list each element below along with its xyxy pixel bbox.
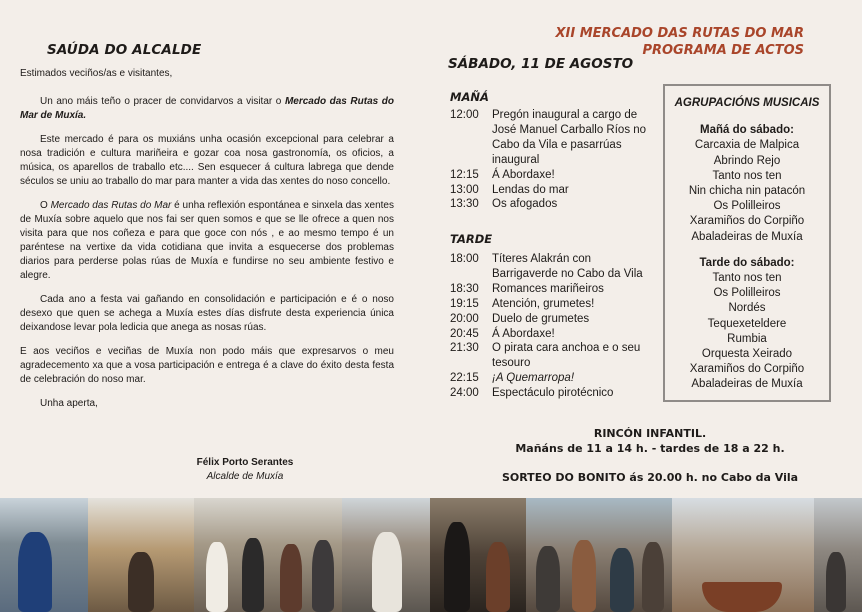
photo-crowd: [526, 498, 672, 612]
signature-name: Félix Porto Serantes: [196, 457, 294, 468]
p1-text: Un ano máis teño o pracer de convidarvos a visitar o: [40, 96, 285, 107]
schedule-time: 12:15: [450, 168, 479, 181]
photo-street: [814, 498, 862, 612]
afternoon-section-label: TARDE: [450, 232, 493, 246]
morning-section-label: MAÑÁ: [450, 90, 489, 104]
music-group-item: Nin chicha nin patacón: [688, 185, 806, 198]
music-group-item: Xaramiños do Corpiño: [689, 215, 805, 228]
afternoon-schedule: [450, 252, 652, 401]
event-header: [555, 25, 804, 59]
schedule-time: 24:00: [450, 387, 479, 400]
schedule-item: [450, 327, 652, 342]
schedule-activity: O pirata cara anchoa e o seu tesouro: [492, 342, 641, 370]
schedule-time: 20:00: [450, 312, 479, 325]
schedule-activity: Os afogados: [492, 198, 558, 211]
mayor-letter: [20, 42, 394, 421]
letter-closing: Unha aperta,: [40, 398, 98, 409]
schedule-time: 20:45: [450, 327, 479, 340]
schedule-item: [450, 168, 652, 183]
program-date: SÁBADO, 11 DE AGOSTO: [448, 56, 634, 72]
signature-role: Alcalde de Muxía: [206, 471, 284, 482]
afternoon-groups-list: [665, 271, 829, 393]
morning-groups-list: [665, 138, 829, 244]
morning-schedule: [450, 108, 652, 212]
event-title: XII MERCADO DAS RUTAS DO MAR: [555, 26, 804, 41]
schedule-time: 13:30: [450, 198, 479, 211]
schedule-item: [450, 371, 652, 386]
schedule-item: [450, 297, 652, 312]
music-group-item: Orquesta Xeirado: [701, 348, 793, 361]
music-group-item: Rumbia: [727, 332, 767, 345]
music-group-item: Carcaxia de Malpica: [694, 139, 800, 152]
schedule-time: 21:30: [450, 342, 479, 355]
schedule-activity: Á Abordaxe!: [492, 168, 555, 181]
schedule-time: 19:15: [450, 297, 479, 310]
schedule-time: 18:00: [450, 253, 479, 265]
music-group-item: Tanto nos ten: [712, 169, 782, 182]
kids-corner-hours: Mañáns de 11 a 14 h. - tardes de 18 a 22 h.: [515, 442, 785, 455]
letter-paragraph-3: [20, 199, 394, 283]
schedule-time: 13:00: [450, 183, 479, 196]
schedule-time: 12:00: [450, 109, 479, 121]
schedule-item: [450, 252, 652, 282]
schedule-item: [450, 197, 652, 212]
schedule-activity: Á Abordaxe!: [492, 327, 555, 340]
program-title: PROGRAMA DE ACTOS: [642, 43, 804, 58]
photo-musician: [0, 498, 88, 612]
schedule-activity: Atención, grumetes!: [492, 297, 595, 310]
letter-greeting: Estimados veciños/as e visitantes,: [20, 68, 173, 79]
music-group-item: Nordés: [728, 302, 766, 315]
kids-corner-title: RINCÓN INFANTIL.: [593, 427, 707, 440]
signature: [180, 456, 310, 484]
letter-paragraph-5: E aos veciños e veciñas de Muxía non podo máis que expresarvos o meu agradecemento xa que a vosa participación e entrega é a clave do éxito desta festa de celebración do noso mar.: [20, 346, 394, 385]
schedule-time: 22:15: [450, 372, 479, 385]
letter-paragraph-2: Este mercado é para os muxiáns unha ocasión excepcional para celebrar a nosa tradición e cultura mariñeira e gozar coa nosa gastronomía, os oficios, a música, os aparellos de traballo etc.... Sen esquecer á cultura labrega que dende séculos se uniu ao traballo do mar para manter a vida das xentes do noso concello.: [20, 134, 394, 187]
schedule-item: [450, 183, 652, 198]
schedule-activity: Espectáculo pirotécnico: [492, 387, 614, 400]
schedule-item: [450, 108, 652, 168]
photo-market-stall: [88, 498, 194, 612]
schedule-item: [450, 282, 652, 297]
schedule-activity: Romances mariñeiros: [492, 282, 604, 295]
schedule-time: 18:30: [450, 282, 479, 295]
schedule-activity: ¡A Quemarropa!: [492, 372, 575, 385]
letter-title: SAÚDA DO ALCALDE: [47, 42, 202, 58]
p3-emphasis: Mercado das Rutas do Mar: [50, 200, 172, 211]
music-groups-box: [663, 84, 831, 402]
p1-emphasis: Mercado das Rutas do Mar de Muxía.: [20, 96, 394, 121]
schedule-item: [450, 386, 652, 401]
schedule-activity: Lendas do mar: [492, 183, 569, 196]
p3-text-b: é unha reflexión espontánea e sinxela das xentes de Muxía sobre aquelo que nos fai ser quen somos e que se lle ofrece a quen nos visita para que nos coñeza e para que goce con nós , e ao mesmo tempo é un paréntese na vertixe da vida cotidiana que invita a esquecerse dos problemas diarios para perderse polas rúas de Muxía e fundirse no seu ambiente festivo e alegre.: [20, 200, 394, 281]
music-group-item: Abrindo Rejo: [713, 154, 781, 167]
letter-paragraph-1: [20, 95, 394, 123]
schedule-activity: Pregón inaugural a cargo de José Manuel Carballo Ríos no Cabo da Vila e pasarrúas inaugural: [492, 109, 647, 166]
music-group-item: Tequexeteldere: [707, 317, 787, 330]
schedule-activity: Duelo de grumetes: [492, 312, 590, 325]
music-group-item: Abaladeiras de Muxía: [691, 378, 803, 391]
photo-street-band: [194, 498, 342, 612]
kids-corner: [440, 426, 860, 456]
music-group-item: Xaramiños do Corpiño: [689, 363, 805, 376]
photo-accordion: [342, 498, 430, 612]
afternoon-groups-label: Tarde do sábado:: [699, 256, 795, 269]
schedule-item: [450, 312, 652, 327]
photo-strip: [0, 498, 862, 612]
schedule-item: [450, 341, 652, 371]
music-groups-title: AGRUPACIÓNS MUSICAIS: [674, 97, 820, 109]
photo-pirates: [430, 498, 526, 612]
music-group-item: Os Polilleiros: [713, 287, 781, 300]
schedule-activity: Títeres Alakrán con Barrigaverde no Cabo da Vila: [492, 253, 643, 280]
morning-groups-label: Mañá do sábado:: [700, 124, 794, 137]
music-group-item: Abaladeiras de Muxía: [691, 230, 803, 243]
photo-pirate-ship: [672, 498, 814, 612]
music-group-item: Tanto nos ten: [712, 272, 782, 285]
raffle-note: SORTEO DO BONITO ás 20.00 h. no Cabo da Vila: [501, 471, 799, 484]
letter-paragraph-4: Cada ano a festa vai gañando en consolidación e participación e é o noso desexo que quen se achega a Muxía estes días disfrute desta experiencia única deixandose levar pola ledicia que anega as nosas rúas.: [20, 294, 394, 333]
p3-text-a: O: [40, 200, 51, 211]
music-group-item: Os Polilleiros: [713, 200, 781, 213]
